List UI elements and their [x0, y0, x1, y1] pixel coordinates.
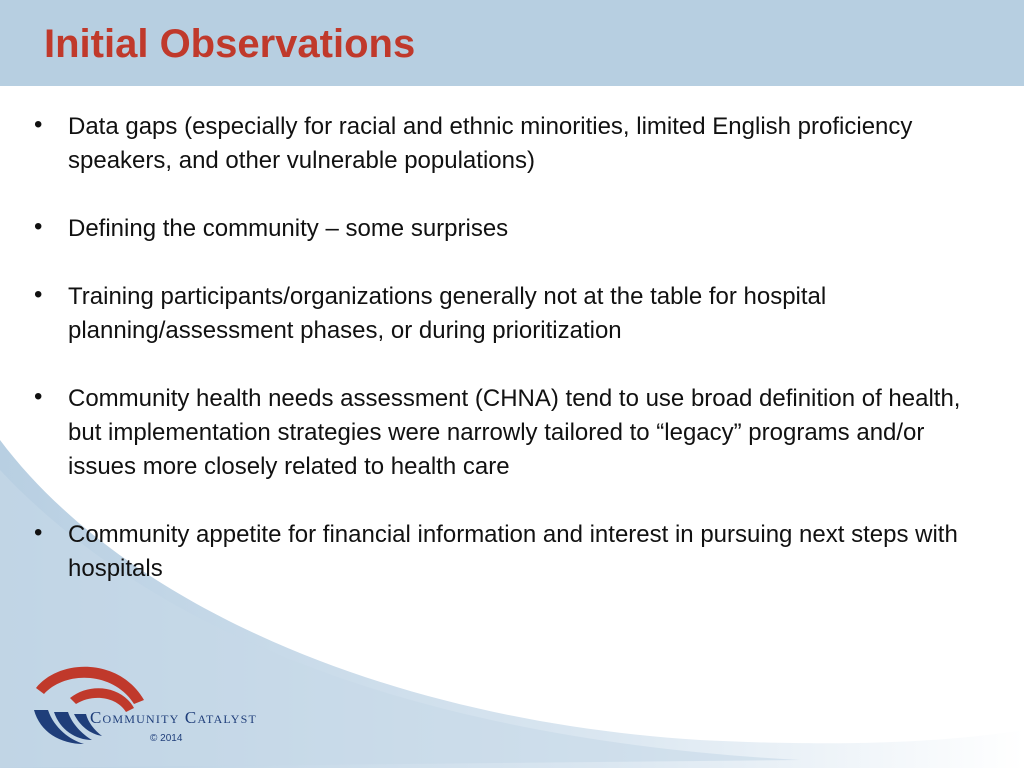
bullet-text: Data gaps (especially for racial and ethnic minorities, limited English proficiency speakers, and other vulnerable populations): [68, 113, 913, 174]
bullet-item: [34, 110, 964, 178]
bullet-text: Training participants/organizations generally not at the table for hospital planning/assessment phases, or during prioritization: [68, 283, 827, 344]
bullet-text: Defining the community – some surprises: [68, 215, 509, 242]
community-catalyst-logo: [30, 660, 290, 750]
bullet-text: Community appetite for financial information and interest in pursuing next steps with hospitals: [68, 521, 958, 582]
bullet-item: [34, 280, 964, 348]
logo-copyright: © 2014: [150, 733, 183, 744]
logo-name: Community Catalyst: [90, 708, 258, 727]
bullet-item: [34, 382, 964, 484]
bullet-item: [34, 212, 964, 246]
bullet-icon: •: [34, 213, 43, 240]
bullet-icon: •: [34, 281, 43, 308]
bullet-icon: •: [34, 519, 43, 546]
bullet-list: [34, 110, 964, 620]
bullet-text: Community health needs assessment (CHNA) tend to use broad definition of health, but implementation strategies were narrowly tailored to “legacy” programs and/or issues more closely related to health care: [68, 385, 961, 480]
logo-arcs-icon: [30, 660, 160, 750]
bullet-icon: •: [34, 383, 43, 410]
bullet-icon: •: [34, 111, 43, 138]
bullet-item: [34, 518, 964, 586]
slide-title: Initial Observations: [44, 22, 416, 66]
title-band: [0, 0, 1024, 86]
